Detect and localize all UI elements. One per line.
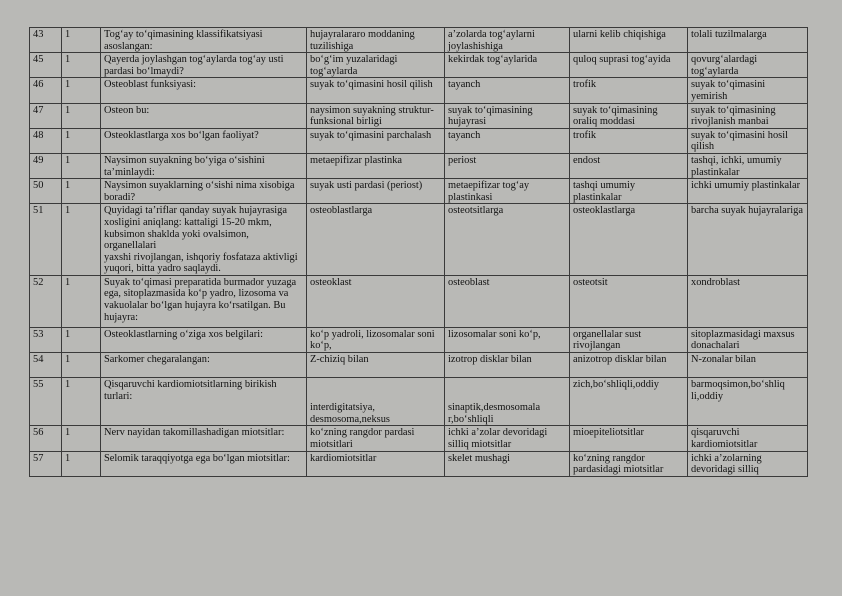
answer-a: suyak to‘qimasini parchalash <box>307 128 445 153</box>
question-text: Naysimon suyaklarning o‘sishi nima xisobiga boradi? <box>101 179 307 204</box>
level: 1 <box>62 53 101 78</box>
answer-a: Z-chiziq bilan <box>307 353 445 378</box>
answer-d: xondroblast <box>688 275 808 327</box>
question-text: Qayerda joylashgan tog‘aylarda tog‘ay usti pardasi bo‘lmaydi? <box>101 53 307 78</box>
question-number: 49 <box>30 153 62 178</box>
question-number: 55 <box>30 378 62 426</box>
answer-c: endost <box>570 153 688 178</box>
question-number: 56 <box>30 426 62 451</box>
answer-d: sitoplazmasidagi maxsus donachalari <box>688 327 808 352</box>
answer-c: organellalar sust rivojlangan <box>570 327 688 352</box>
answer-a: bo‘g‘im yuzalaridagi tog‘aylarda <box>307 53 445 78</box>
table-row <box>30 103 808 128</box>
test-questions-table <box>29 27 808 477</box>
level: 1 <box>62 378 101 426</box>
level: 1 <box>62 78 101 103</box>
answer-a: suyak usti pardasi (periost) <box>307 179 445 204</box>
answer-d: suyak to‘qimasini yemirish <box>688 78 808 103</box>
answer-b: tayanch <box>445 78 570 103</box>
level: 1 <box>62 179 101 204</box>
level: 1 <box>62 426 101 451</box>
level: 1 <box>62 128 101 153</box>
question-number: 52 <box>30 275 62 327</box>
answer-b: izotrop disklar bilan <box>445 353 570 378</box>
level: 1 <box>62 327 101 352</box>
question-number: 43 <box>30 28 62 53</box>
answer-a: naysimon suyakning struktur-funksional birligi <box>307 103 445 128</box>
answer-c: mioepiteliotsitlar <box>570 426 688 451</box>
answer-c: osteotsit <box>570 275 688 327</box>
answer-b: osteoblast <box>445 275 570 327</box>
answer-d: N-zonalar bilan <box>688 353 808 378</box>
answer-a: interdigitatsiya, desmosoma,neksus <box>307 378 445 426</box>
answer-c: tashqi umumiy plastinkalar <box>570 179 688 204</box>
table-row <box>30 327 808 352</box>
answer-b: skelet mushagi <box>445 451 570 476</box>
level: 1 <box>62 103 101 128</box>
answer-a: suyak to‘qimasini hosil qilish <box>307 78 445 103</box>
answer-a: osteoblastlarga <box>307 204 445 276</box>
answer-c: anizotrop disklar bilan <box>570 353 688 378</box>
answer-b: kekirdak tog‘aylarida <box>445 53 570 78</box>
answer-c: osteoklastlarga <box>570 204 688 276</box>
question-text: Selomik taraqqiyotga ega bo‘lgan miotsitlar: <box>101 451 307 476</box>
answer-a: kardiomiotsitlar <box>307 451 445 476</box>
question-text: Quyidagi ta’riflar qanday suyak hujayrasiga xosligini aniqlang: kattaligi 15-20 mkm, kubsimon shaklda yoki ovalsimon, organellalari yaxshi rivojlangan, ishqoriy fosfataza aktivligi yuqori, bitta yadro saqlaydi. <box>101 204 307 276</box>
table-row <box>30 53 808 78</box>
answer-b: sinaptik,desmosomala r,bo‘shliqli <box>445 378 570 426</box>
answer-c: suyak to‘qimasining oraliq moddasi <box>570 103 688 128</box>
level: 1 <box>62 153 101 178</box>
question-text: Naysimon suyakning bo‘yiga o‘sishini ta’minlaydi: <box>101 153 307 178</box>
question-text: Osteoklastlarning o‘ziga xos belgilari: <box>101 327 307 352</box>
question-text: Sarkomer chegaralangan: <box>101 353 307 378</box>
answer-b: metaepifizar tog‘ay plastinkasi <box>445 179 570 204</box>
answer-c: ularni kelib chiqishiga <box>570 28 688 53</box>
answer-c: ko‘zning rangdor pardasidagi miotsitlar <box>570 451 688 476</box>
question-text: Qisqaruvchi kardiomiotsitlarning birikish turlari: <box>101 378 307 426</box>
table-row <box>30 204 808 276</box>
answer-c: zich,bo‘shliqli,oddiy <box>570 378 688 426</box>
question-number: 50 <box>30 179 62 204</box>
table-row <box>30 28 808 53</box>
answer-c: quloq suprasi tog‘ayida <box>570 53 688 78</box>
answer-d: qovurg‘alardagi tog‘aylarda <box>688 53 808 78</box>
question-text: Osteon bu: <box>101 103 307 128</box>
question-text: Tog‘ay to‘qimasining klassifikatsiyasi asoslangan: <box>101 28 307 53</box>
level: 1 <box>62 204 101 276</box>
answer-a: metaepifizar plastinka <box>307 153 445 178</box>
answer-c: trofik <box>570 128 688 153</box>
answer-d: tashqi, ichki, umumiy plastinkalar <box>688 153 808 178</box>
question-text: Osteoklastlarga xos bo‘lgan faoliyat? <box>101 128 307 153</box>
answer-b: a’zolarda tog‘aylarni joylashishiga <box>445 28 570 53</box>
level: 1 <box>62 451 101 476</box>
answer-d: barcha suyak hujayralariga <box>688 204 808 276</box>
answer-b: lizosomalar soni ko‘p, <box>445 327 570 352</box>
answer-d: ichki a’zolarning devoridagi silliq <box>688 451 808 476</box>
answer-b: osteotsitlarga <box>445 204 570 276</box>
question-number: 45 <box>30 53 62 78</box>
answer-c: trofik <box>570 78 688 103</box>
table-row <box>30 353 808 378</box>
answer-b: ichki a’zolar devoridagi silliq miotsitlar <box>445 426 570 451</box>
question-number: 47 <box>30 103 62 128</box>
table-row <box>30 179 808 204</box>
question-number: 46 <box>30 78 62 103</box>
table-row <box>30 426 808 451</box>
answer-b: suyak to‘qimasining hujayrasi <box>445 103 570 128</box>
answer-d: tolali tuzilmalarga <box>688 28 808 53</box>
question-text: Suyak to‘qimasi preparatida burmador yuzaga ega, sitoplazmasida ko‘p yadro, lizosoma va vakuolalar bo‘lgan hujayra ko‘rsatilgan. Bu hujayra: <box>101 275 307 327</box>
question-number: 51 <box>30 204 62 276</box>
question-text: Nerv nayidan takomillashadigan miotsitlar: <box>101 426 307 451</box>
level: 1 <box>62 28 101 53</box>
question-text: Osteoblast funksiyasi: <box>101 78 307 103</box>
answer-b: periost <box>445 153 570 178</box>
table-row <box>30 275 808 327</box>
table-row <box>30 378 808 426</box>
answer-d: barmoqsimon,bo‘shliq li,oddiy <box>688 378 808 426</box>
answer-d: ichki umumiy plastinkalar <box>688 179 808 204</box>
answer-a: ko‘p yadroli, lizosomalar soni ko‘p, <box>307 327 445 352</box>
question-number: 54 <box>30 353 62 378</box>
table-row <box>30 451 808 476</box>
answer-a: ko‘zning rangdor pardasi miotsitlari <box>307 426 445 451</box>
question-number: 57 <box>30 451 62 476</box>
table-row <box>30 78 808 103</box>
table-row <box>30 153 808 178</box>
table-row <box>30 128 808 153</box>
level: 1 <box>62 353 101 378</box>
answer-a: osteoklast <box>307 275 445 327</box>
question-number: 53 <box>30 327 62 352</box>
answer-b: tayanch <box>445 128 570 153</box>
question-number: 48 <box>30 128 62 153</box>
level: 1 <box>62 275 101 327</box>
answer-d: suyak to‘qimasini hosil qilish <box>688 128 808 153</box>
answer-d: suyak to‘qimasining rivojlanish manbai <box>688 103 808 128</box>
answer-d: qisqaruvchi kardiomiotsitlar <box>688 426 808 451</box>
answer-a: hujayralararo moddaning tuzilishiga <box>307 28 445 53</box>
